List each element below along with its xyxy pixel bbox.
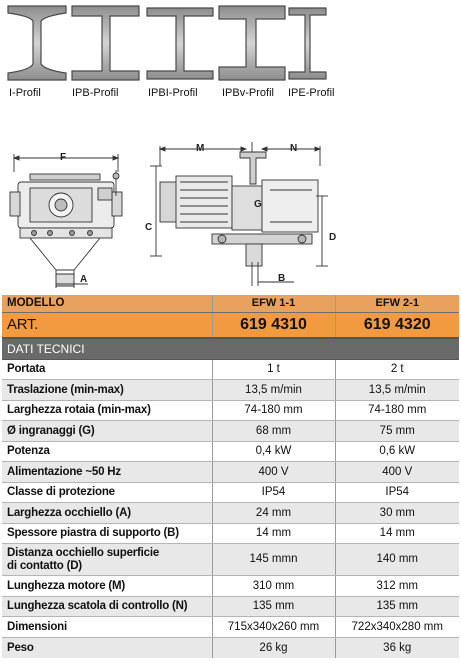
row-value-2: 30 mm [335, 503, 459, 524]
row-value-1: 1 t [212, 359, 335, 380]
row-value-2: 36 kg [335, 637, 459, 658]
article-number-2: 619 4320 [335, 312, 459, 338]
row-label: Classe di protezione [2, 482, 212, 503]
row-value-2: 140 mm [335, 544, 459, 576]
model-row [2, 295, 459, 312]
row-value-1: 715x340x260 mm [212, 617, 335, 638]
trolley-front-view [10, 154, 122, 288]
trolley-side-view [150, 142, 328, 286]
dimension-label-m: M [196, 143, 205, 154]
row-value-1: 74-180 mm [212, 400, 335, 421]
article-label: ART. [2, 312, 212, 338]
table-row [2, 617, 459, 638]
beam-profile-icons [0, 0, 461, 86]
row-value-2: IP54 [335, 482, 459, 503]
table-row [2, 544, 459, 576]
dimension-label-c: C [145, 222, 153, 233]
technical-data-table [2, 295, 459, 658]
profile-label-ipbv: IPBv-Profil [222, 87, 274, 99]
row-value-1: IP54 [212, 482, 335, 503]
table-row [2, 400, 459, 421]
dimension-label-b: B [278, 273, 286, 284]
ipbv-profile-icon [219, 6, 285, 80]
model-efw-2-1: EFW 2-1 [335, 295, 459, 312]
row-value-1: 145 mmn [212, 544, 335, 576]
table-row [2, 637, 459, 658]
table-row [2, 503, 459, 524]
table-row [2, 482, 459, 503]
i-profile-icon [8, 6, 66, 80]
row-label: Lunghezza motore (M) [2, 576, 212, 597]
row-label: Spessore piastra di supporto (B) [2, 523, 212, 544]
row-label-line-1: Distanza occhiello superficie [7, 546, 160, 559]
row-value-1: 24 mm [212, 503, 335, 524]
dimension-label-d: D [329, 232, 337, 243]
row-value-2: 74-180 mm [335, 400, 459, 421]
row-label: Larghezza occhiello (A) [2, 503, 212, 524]
ipe-profile-icon [289, 8, 326, 79]
row-value-1: 26 kg [212, 637, 335, 658]
row-value-2: 0,6 kW [335, 441, 459, 462]
row-label: Peso [2, 637, 212, 658]
article-number-1: 619 4310 [212, 312, 335, 338]
trolley-technical-drawing [0, 136, 461, 292]
profile-label-ipbi: IPBI-Profil [148, 87, 198, 99]
beam-profiles [0, 0, 461, 112]
row-label: Traslazione (min-max) [2, 380, 212, 401]
row-value-2: 400 V [335, 462, 459, 483]
profile-label-ipe: IPE-Profil [288, 87, 335, 99]
row-value-1: 68 mm [212, 421, 335, 442]
article-row [2, 312, 459, 338]
row-value-1: 14 mm [212, 523, 335, 544]
profile-label-ipb: IPB-Profil [72, 87, 119, 99]
row-value-2: 75 mm [335, 421, 459, 442]
row-value-1: 0,4 kW [212, 441, 335, 462]
row-label: Potenza [2, 441, 212, 462]
table-row [2, 462, 459, 483]
table-row [2, 596, 459, 617]
table-row [2, 380, 459, 401]
ipbi-profile-icon [147, 8, 213, 79]
table-row [2, 359, 459, 380]
row-label: Alimentazione ~50 Hz [2, 462, 212, 483]
row-value-2: 13,5 m/min [335, 380, 459, 401]
row-value-2: 312 mm [335, 576, 459, 597]
row-label [2, 544, 212, 576]
trolley-drawing-svg [0, 136, 461, 292]
section-title: DATI TECNICI [2, 338, 459, 359]
table-row [2, 441, 459, 462]
model-efw-1-1: EFW 1-1 [212, 295, 335, 312]
row-label: Lunghezza scatola di controllo (N) [2, 596, 212, 617]
row-value-2: 2 t [335, 359, 459, 380]
row-label: Larghezza rotaia (min-max) [2, 400, 212, 421]
row-value-2: 135 mm [335, 596, 459, 617]
row-value-1: 13,5 m/min [212, 380, 335, 401]
row-label-line-2: di contatto (D) [7, 559, 82, 572]
dimension-label-n: N [290, 143, 298, 154]
model-label: MODELLO [2, 295, 212, 312]
table-row [2, 576, 459, 597]
ipb-profile-icon [72, 6, 139, 80]
dimension-label-g: G [254, 199, 262, 210]
table-row [2, 523, 459, 544]
row-label: Ø ingranaggi (G) [2, 421, 212, 442]
row-value-2: 14 mm [335, 523, 459, 544]
dimension-label-a: A [80, 274, 88, 285]
dimension-label-f: F [60, 152, 67, 163]
row-value-1: 400 V [212, 462, 335, 483]
profile-label-i: I-Profil [9, 87, 41, 99]
table-row [2, 421, 459, 442]
row-label: Portata [2, 359, 212, 380]
row-value-1: 135 mm [212, 596, 335, 617]
section-header-row [2, 338, 459, 359]
row-value-1: 310 mm [212, 576, 335, 597]
row-label: Dimensioni [2, 617, 212, 638]
row-value-2: 722x340x280 mm [335, 617, 459, 638]
